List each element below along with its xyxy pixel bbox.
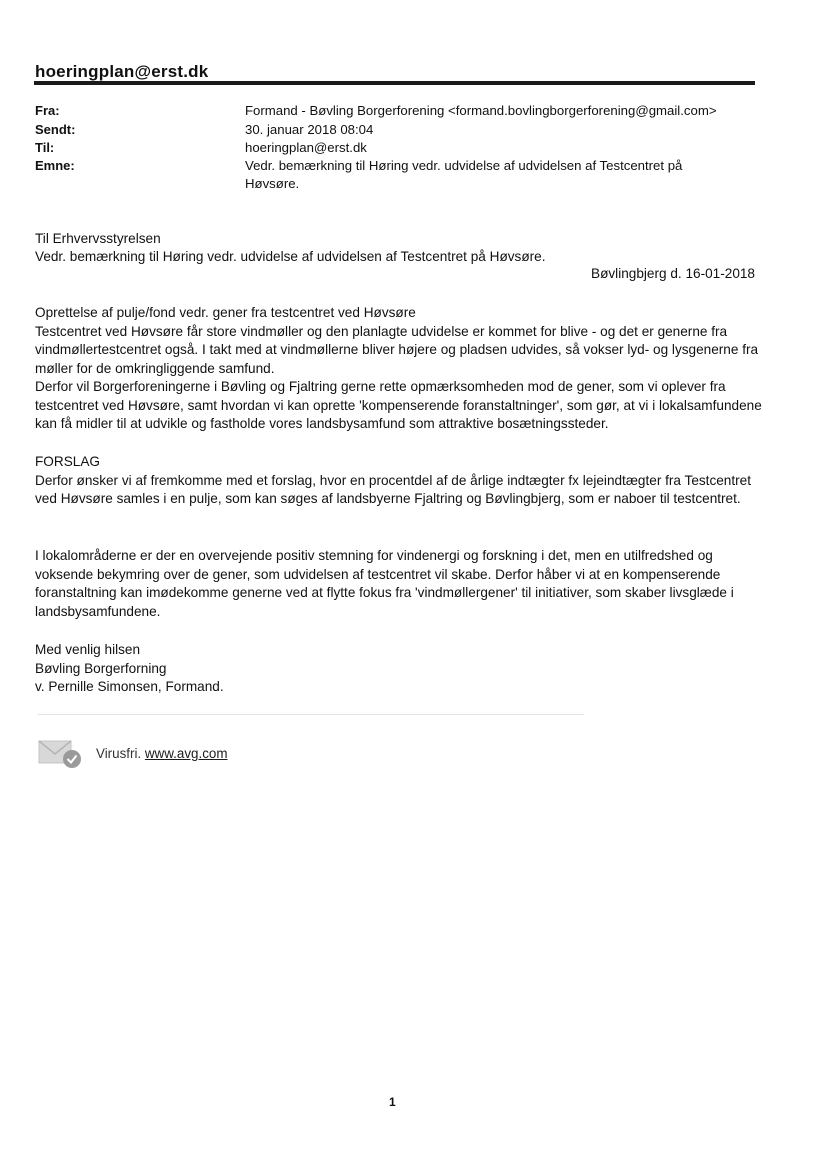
- section2: [35, 453, 765, 509]
- subject-value: Vedr. bemærkning til Høring vedr. udvidelse af udvidelsen af Testcentret på Høvsøre.: [245, 158, 683, 191]
- section1: [35, 304, 765, 434]
- avg-link[interactable]: www.avg.com: [144, 746, 228, 761]
- page-number: 1: [389, 1095, 396, 1109]
- section1-paragraph-2: Derfor vil Borgerforeningerne i Bøvling og Fjaltring gerne rette opmærksomheden mod de gener, som vi oplever fra testcentret ved Høvsøre, samt hvordan vi kan oprette 'kompenserende foranstaltninger', som gør, at vi i lokalsamfundene kan få midler til at udvikle og fastholde vores landsbysamfund som attraktive bosætningssteder.: [35, 379, 762, 431]
- section3-paragraph-1: I lokalområderne er der en overvejende positiv stemning for vindenergi og forskning i det, men en utilfredshed og voksende bekymring over de gener, som udvidelsen af testcentret vil skabe. Derfor håber vi at en kompenserende foranstaltning kan imødekomme generne ved at flytte fokus fra 'vindmøllergener' til initiativer, som skaber livsglæde i landsbysamfundene.: [35, 548, 734, 619]
- organization: Bøvling Borgerforning: [35, 660, 167, 676]
- reference-line: Vedr. bemærkning til Høring vedr. udvidelse af udvidelsen af Testcentret på Høvsøre.: [35, 249, 546, 264]
- signer: v. Pernille Simonsen, Formand.: [35, 679, 224, 694]
- section2-paragraph-1: Derfor ønsker vi af fremkomme med et forslag, hvor en procentdel af de årlige indtægter fx lejeindtægter fra Testcentret ved Høvsøre samles i en pulje, som kan søges af landsbyerne Fjaltring og Bøvlingbjerg, som er naboer til testcentret.: [35, 472, 752, 506]
- mail-check-icon: [38, 738, 84, 770]
- from-value: Formand - Bøvling Borgerforening <formand.bovlingborgerforening@gmail.com>: [245, 103, 717, 118]
- signature-divider: [38, 714, 584, 715]
- sent-value: 30. januar 2018 08:04: [245, 122, 374, 137]
- sender-title: hoeringplan@erst.dk: [35, 62, 209, 81]
- avg-label: Virusfri.: [96, 746, 142, 761]
- sent-label: Sendt:: [35, 122, 76, 137]
- closing: Med venlig hilsen: [35, 642, 141, 657]
- date-line: Bøvlingbjerg d. 16-01-2018: [591, 266, 755, 281]
- avg-footer: [96, 746, 228, 761]
- section1-paragraph-1: Testcentret ved Høvsøre får store vindmøller og den planlagte udvidelse er kommet for blive - og det er generne fra vindmøllertestcentret også. I takt med at vindmøllerne bliver højere og pladsen udvides, så vokser lyd- og lysgenerne fra møller for de omkringliggende samfund.: [35, 323, 759, 376]
- to-label: Til:: [35, 140, 55, 155]
- to-value: hoeringplan@erst.dk: [245, 140, 367, 155]
- section2-title: FORSLAG: [35, 454, 100, 469]
- salutation: Til Erhvervsstyrelsen: [35, 231, 161, 246]
- title-divider: [34, 81, 755, 85]
- from-label: Fra:: [35, 103, 60, 118]
- signature-block: [35, 641, 765, 697]
- subject-label: Emne:: [35, 158, 75, 173]
- section1-title: Oprettelse af pulje/fond vedr. gener fra testcentret ved Høvsøre: [35, 305, 416, 320]
